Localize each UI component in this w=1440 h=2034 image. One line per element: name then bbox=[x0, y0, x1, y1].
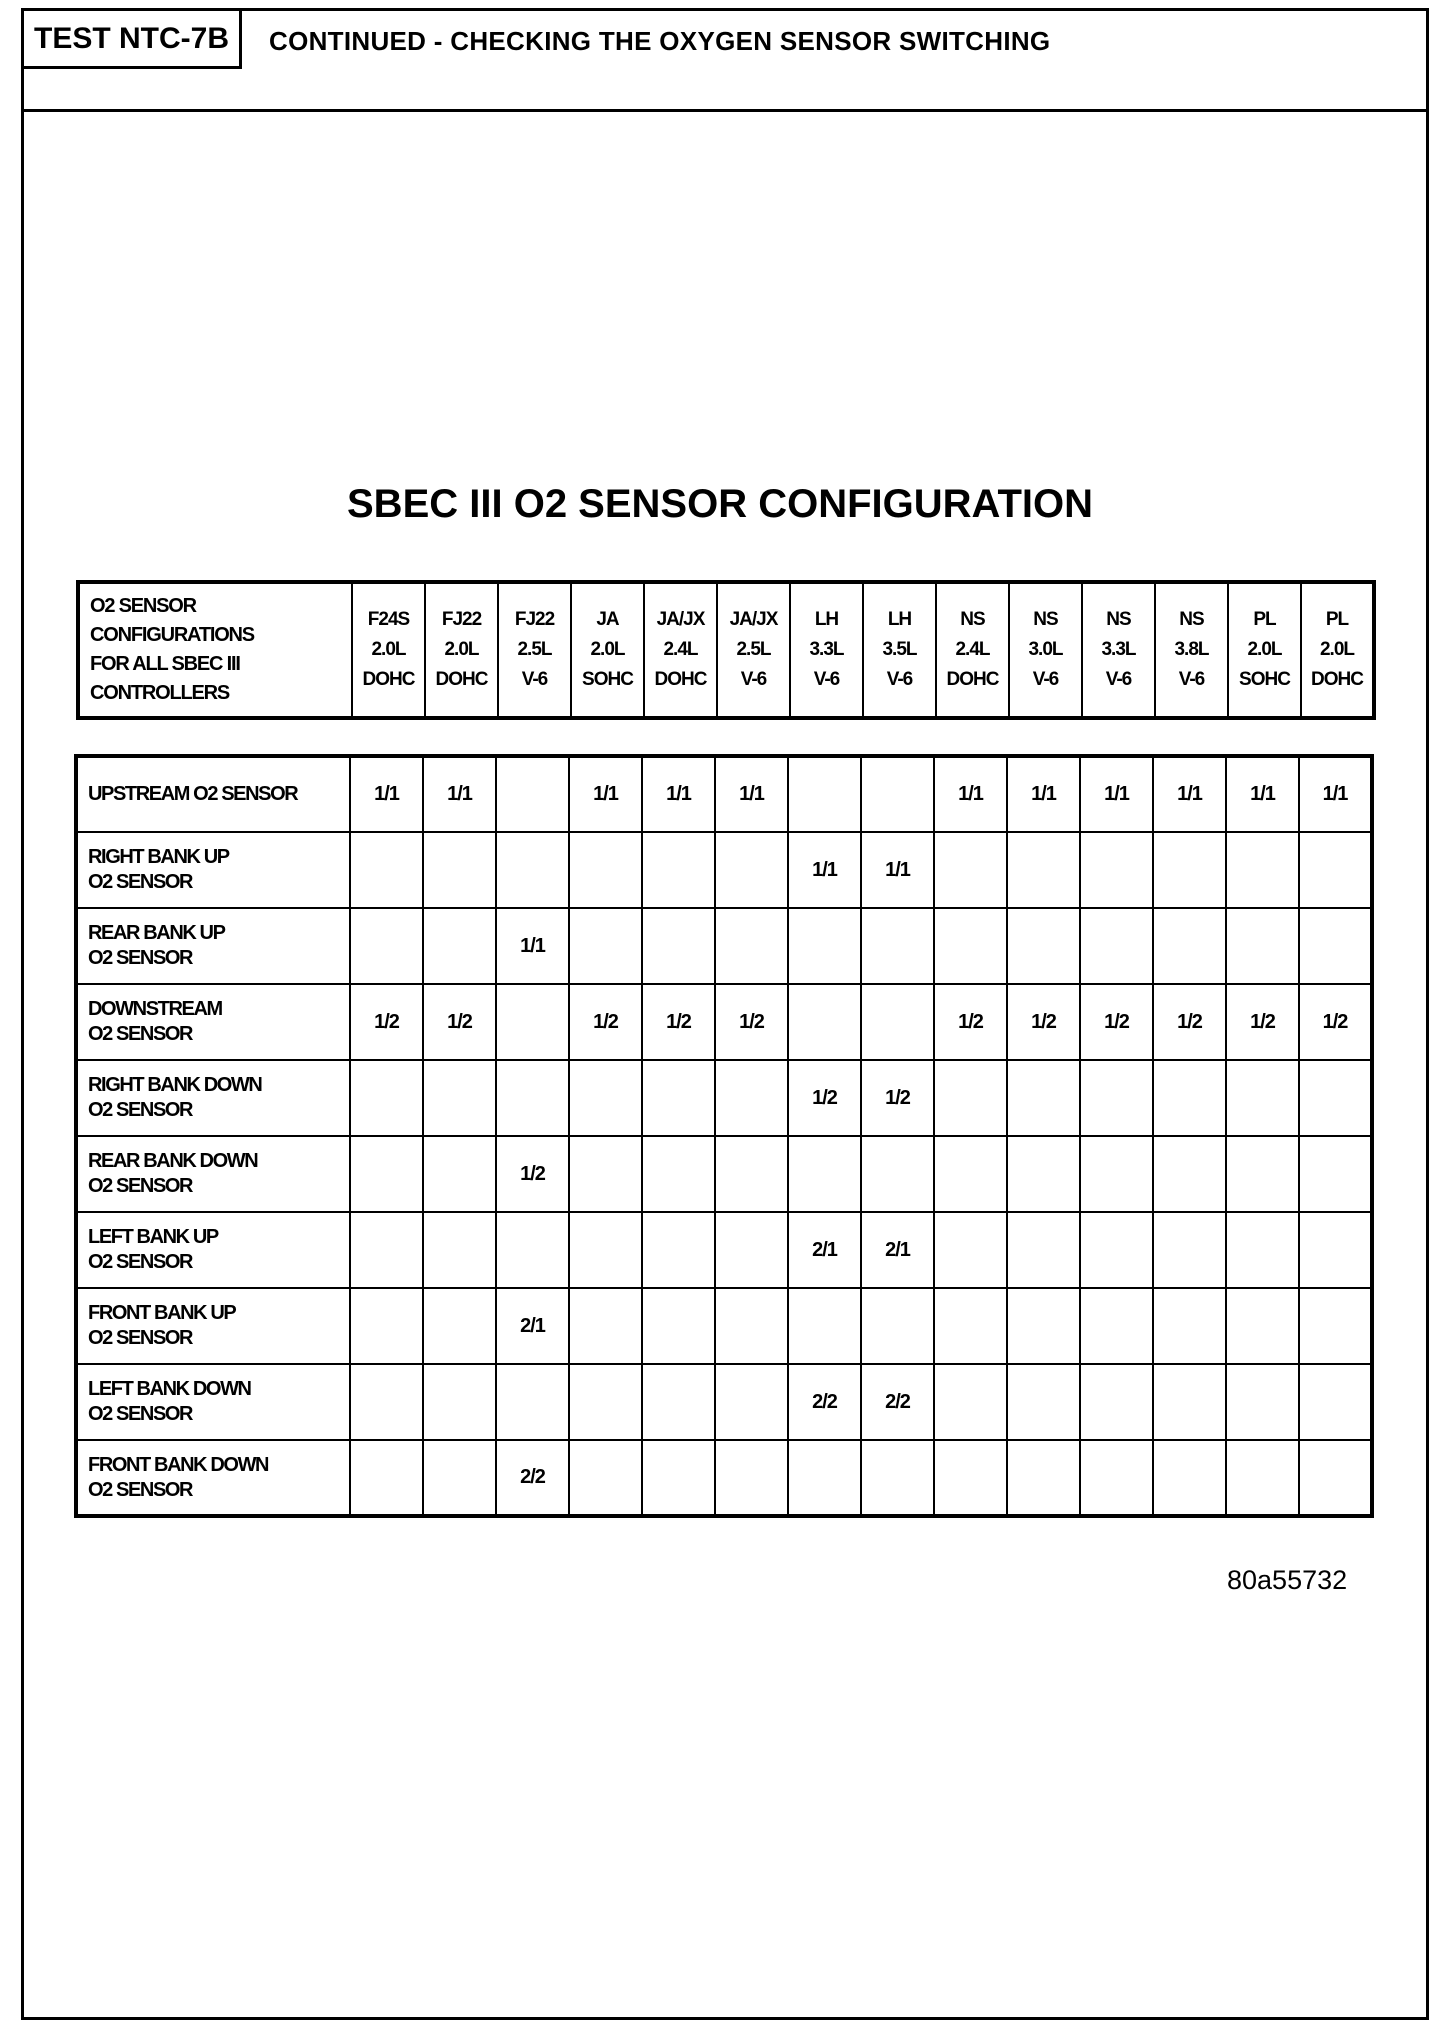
config-cell bbox=[569, 1288, 642, 1364]
config-cell bbox=[788, 1440, 861, 1516]
config-cell bbox=[423, 1212, 496, 1288]
vehicle-column-header bbox=[571, 582, 644, 718]
config-cell bbox=[1080, 1440, 1153, 1516]
config-cell bbox=[350, 1212, 423, 1288]
sensor-label-line: RIGHT BANK UP bbox=[88, 846, 229, 868]
sensor-label-line: O2 SENSOR bbox=[88, 1251, 193, 1273]
config-cell: 1/2 bbox=[1299, 984, 1372, 1060]
config-cell bbox=[934, 1288, 1007, 1364]
sensor-label-line: FRONT BANK DOWN bbox=[88, 1453, 269, 1476]
sensor-label-line: O2 SENSOR bbox=[88, 1023, 193, 1045]
vehicle-header-line: V-6 bbox=[813, 669, 840, 690]
config-cell: 1/1 bbox=[496, 908, 569, 984]
config-cell bbox=[861, 756, 934, 832]
vehicle-header-line: DOHC bbox=[435, 669, 488, 690]
vehicle-header-line: NS bbox=[1033, 609, 1058, 630]
config-cell bbox=[715, 1440, 788, 1516]
config-cell bbox=[934, 1060, 1007, 1136]
config-cell bbox=[423, 1440, 496, 1516]
config-cell bbox=[350, 832, 423, 908]
sensor-label-line: LEFT BANK DOWN bbox=[88, 1378, 251, 1400]
table-row bbox=[76, 1288, 1372, 1364]
config-cell bbox=[715, 908, 788, 984]
vehicle-header-line: NS bbox=[1106, 609, 1131, 630]
config-cell bbox=[1226, 1212, 1299, 1288]
config-cell bbox=[642, 1136, 715, 1212]
config-cell bbox=[1226, 1288, 1299, 1364]
vehicle-header-line: DOHC bbox=[946, 669, 999, 690]
sensor-label-line: RIGHT BANK DOWN bbox=[88, 1074, 262, 1096]
config-cell: 1/2 bbox=[350, 984, 423, 1060]
config-cell bbox=[1226, 1060, 1299, 1136]
config-cell bbox=[1299, 1364, 1372, 1440]
config-cell bbox=[1080, 832, 1153, 908]
sensor-label-cell bbox=[76, 984, 350, 1060]
vehicle-header-line: JA/JX bbox=[656, 609, 705, 630]
vehicle-header-line: V-6 bbox=[1178, 669, 1205, 690]
config-cell bbox=[1299, 908, 1372, 984]
config-cell: 1/2 bbox=[569, 984, 642, 1060]
config-cell bbox=[1007, 908, 1080, 984]
config-cell bbox=[1007, 1060, 1080, 1136]
config-cell: 1/1 bbox=[350, 756, 423, 832]
sensor-label-line: UPSTREAM O2 SENSOR bbox=[88, 783, 298, 805]
chart-title: SBEC III O2 SENSOR CONFIGURATION bbox=[347, 482, 1093, 526]
vehicle-header-line: 2.0L bbox=[444, 639, 479, 660]
vehicle-header-line: JA/JX bbox=[729, 609, 778, 630]
sensor-label-line: DOWNSTREAM bbox=[88, 998, 222, 1020]
config-cell bbox=[1153, 1060, 1226, 1136]
config-cell bbox=[1153, 1364, 1226, 1440]
config-cell: 1/1 bbox=[934, 756, 1007, 832]
config-cell bbox=[715, 1212, 788, 1288]
vehicle-header-line: V-6 bbox=[1032, 669, 1059, 690]
config-cell bbox=[569, 1136, 642, 1212]
table-row bbox=[76, 1440, 1372, 1516]
config-cell bbox=[1299, 1440, 1372, 1516]
config-cell bbox=[1080, 1136, 1153, 1212]
vehicle-column-header bbox=[936, 582, 1009, 718]
config-cell: 1/1 bbox=[1080, 756, 1153, 832]
column-header-row bbox=[78, 582, 1374, 718]
vehicle-header-line: 3.5L bbox=[882, 639, 917, 660]
vehicle-header-line: V-6 bbox=[886, 669, 913, 690]
config-cell bbox=[642, 1288, 715, 1364]
config-cell: 1/1 bbox=[642, 756, 715, 832]
config-cell bbox=[496, 1060, 569, 1136]
config-cell bbox=[569, 1364, 642, 1440]
config-cell bbox=[934, 1364, 1007, 1440]
vehicle-header-line: 2.0L bbox=[1247, 639, 1282, 660]
config-cell bbox=[569, 1212, 642, 1288]
config-cell bbox=[642, 1364, 715, 1440]
config-cell bbox=[496, 1364, 569, 1440]
config-cell: 1/1 bbox=[1153, 756, 1226, 832]
vehicle-header-line: 3.3L bbox=[1101, 639, 1136, 660]
sensor-label-cell bbox=[76, 1364, 350, 1440]
column-header-table bbox=[76, 580, 1376, 720]
test-id-box: TEST NTC-7B bbox=[24, 11, 242, 69]
config-cell bbox=[1226, 908, 1299, 984]
sensor-label-line: O2 SENSOR bbox=[88, 1175, 193, 1197]
config-cell bbox=[715, 832, 788, 908]
config-cell bbox=[1080, 1364, 1153, 1440]
header-title: CONTINUED - CHECKING THE OXYGEN SENSOR SWITCHING bbox=[269, 26, 1051, 56]
config-cell bbox=[496, 832, 569, 908]
config-cell bbox=[496, 984, 569, 1060]
vehicle-header-line: DOHC bbox=[1311, 669, 1363, 690]
config-cell bbox=[861, 1136, 934, 1212]
corner-label-line: CONFIGURATIONS bbox=[90, 624, 254, 646]
config-cell bbox=[1226, 832, 1299, 908]
config-cell bbox=[350, 908, 423, 984]
config-cell bbox=[1153, 1136, 1226, 1212]
config-cell: 1/2 bbox=[423, 984, 496, 1060]
table-row bbox=[76, 1212, 1372, 1288]
config-cell bbox=[642, 832, 715, 908]
vehicle-header-line: FJ22 bbox=[441, 609, 482, 630]
sensor-label-cell bbox=[76, 908, 350, 984]
sensor-label-line: O2 SENSOR bbox=[88, 1099, 193, 1121]
sensor-label-cell bbox=[76, 756, 350, 832]
vehicle-header-line: 2.5L bbox=[517, 639, 552, 660]
config-cell bbox=[1080, 1212, 1153, 1288]
corner-label-cell bbox=[78, 582, 352, 718]
vehicle-header-line: NS bbox=[960, 609, 985, 630]
config-cell: 1/2 bbox=[642, 984, 715, 1060]
vehicle-header-line: FJ22 bbox=[514, 609, 555, 630]
config-cell bbox=[496, 1212, 569, 1288]
config-cell bbox=[1007, 832, 1080, 908]
table-row bbox=[76, 1136, 1372, 1212]
sensor-label-cell bbox=[76, 1136, 350, 1212]
config-cell bbox=[934, 908, 1007, 984]
corner-label-line: FOR ALL SBEC III bbox=[90, 653, 240, 675]
vehicle-header-line: LH bbox=[887, 609, 912, 630]
config-cell bbox=[1007, 1136, 1080, 1212]
vehicle-column-header bbox=[1082, 582, 1155, 718]
config-cell bbox=[423, 908, 496, 984]
config-cell bbox=[642, 1212, 715, 1288]
config-cell: 2/1 bbox=[496, 1288, 569, 1364]
vehicle-header-line: 3.3L bbox=[809, 639, 844, 660]
config-cell bbox=[350, 1136, 423, 1212]
vehicle-header-line: PL bbox=[1325, 609, 1349, 630]
config-cell bbox=[642, 908, 715, 984]
config-cell bbox=[569, 908, 642, 984]
vehicle-header-line: V-6 bbox=[740, 669, 767, 690]
config-cell: 1/1 bbox=[1299, 756, 1372, 832]
sensor-label-line: LEFT BANK UP bbox=[88, 1226, 218, 1248]
sensor-label-line: O2 SENSOR bbox=[88, 1327, 193, 1349]
sensor-label-line: O2 SENSOR bbox=[88, 871, 193, 893]
config-cell bbox=[934, 1440, 1007, 1516]
config-cell bbox=[1299, 1060, 1372, 1136]
config-cell bbox=[642, 1060, 715, 1136]
config-cell bbox=[569, 832, 642, 908]
config-cell bbox=[423, 1288, 496, 1364]
vehicle-column-header bbox=[790, 582, 863, 718]
vehicle-column-header bbox=[644, 582, 717, 718]
table-row bbox=[76, 832, 1372, 908]
vehicle-column-header bbox=[425, 582, 498, 718]
config-cell bbox=[350, 1364, 423, 1440]
config-cell: 1/2 bbox=[1007, 984, 1080, 1060]
config-cell: 1/2 bbox=[1226, 984, 1299, 1060]
sensor-label-line: REAR BANK DOWN bbox=[88, 1150, 258, 1172]
vehicle-header-line: 2.4L bbox=[955, 639, 990, 660]
sensor-label-cell bbox=[76, 1288, 350, 1364]
config-cell bbox=[1080, 1060, 1153, 1136]
config-cell bbox=[1007, 1364, 1080, 1440]
config-cell bbox=[1153, 1212, 1226, 1288]
config-cell bbox=[1299, 1212, 1372, 1288]
vehicle-header-line: SOHC bbox=[582, 669, 633, 690]
config-cell: 1/1 bbox=[569, 756, 642, 832]
vehicle-column-header bbox=[1155, 582, 1228, 718]
config-cell bbox=[350, 1440, 423, 1516]
config-cell bbox=[788, 908, 861, 984]
table-row bbox=[76, 1364, 1372, 1440]
config-cell bbox=[788, 756, 861, 832]
config-cell bbox=[1153, 832, 1226, 908]
vehicle-header-line: JA bbox=[596, 609, 619, 630]
config-cell bbox=[715, 1364, 788, 1440]
vehicle-header-line: 3.8L bbox=[1174, 639, 1209, 660]
config-cell bbox=[788, 1288, 861, 1364]
corner-label-line: O2 SENSOR bbox=[90, 595, 196, 617]
vehicle-column-header bbox=[1228, 582, 1301, 718]
vehicle-header-line: 2.0L bbox=[1319, 639, 1355, 660]
config-cell bbox=[1007, 1440, 1080, 1516]
vehicle-header-line: LH bbox=[814, 609, 839, 630]
header-band bbox=[24, 11, 1426, 112]
config-cell bbox=[1080, 1288, 1153, 1364]
config-cell bbox=[715, 1060, 788, 1136]
config-cell bbox=[788, 984, 861, 1060]
config-cell bbox=[569, 1060, 642, 1136]
vehicle-column-header bbox=[352, 582, 425, 718]
config-cell bbox=[1153, 1288, 1226, 1364]
config-cell: 1/1 bbox=[1007, 756, 1080, 832]
vehicle-header-line: DOHC bbox=[362, 669, 415, 690]
vehicle-header-line: SOHC bbox=[1239, 669, 1290, 690]
sensor-label-line: REAR BANK UP bbox=[88, 922, 225, 944]
sensor-label-line: O2 SENSOR bbox=[88, 1478, 193, 1501]
config-cell bbox=[423, 1364, 496, 1440]
config-cell bbox=[569, 1440, 642, 1516]
config-cell: 1/2 bbox=[1080, 984, 1153, 1060]
sensor-label-line: O2 SENSOR bbox=[88, 947, 193, 969]
config-cell: 2/1 bbox=[788, 1212, 861, 1288]
vehicle-header-line: V-6 bbox=[521, 669, 548, 690]
config-cell: 1/2 bbox=[496, 1136, 569, 1212]
vehicle-header-line: NS bbox=[1179, 609, 1204, 630]
config-cell bbox=[861, 1440, 934, 1516]
config-cell bbox=[861, 984, 934, 1060]
vehicle-header-line: 2.0L bbox=[590, 639, 625, 660]
vehicle-column-header bbox=[1009, 582, 1082, 718]
config-cell bbox=[1226, 1364, 1299, 1440]
config-cell bbox=[1226, 1440, 1299, 1516]
config-cell bbox=[1299, 1136, 1372, 1212]
config-cell bbox=[1007, 1288, 1080, 1364]
vehicle-column-header bbox=[863, 582, 936, 718]
sensor-label-line: O2 SENSOR bbox=[88, 1403, 193, 1425]
config-cell bbox=[642, 1440, 715, 1516]
table-row bbox=[76, 756, 1372, 832]
config-cell bbox=[1153, 908, 1226, 984]
config-cell: 1/2 bbox=[934, 984, 1007, 1060]
config-cell: 1/1 bbox=[788, 832, 861, 908]
sensor-label-cell bbox=[76, 832, 350, 908]
table-row bbox=[76, 1060, 1372, 1136]
vehicle-header-line: 2.5L bbox=[736, 639, 771, 660]
config-cell bbox=[423, 832, 496, 908]
vehicle-header-line: 3.0L bbox=[1028, 639, 1063, 660]
config-cell bbox=[350, 1060, 423, 1136]
config-cell bbox=[934, 832, 1007, 908]
config-cell: 2/2 bbox=[861, 1364, 934, 1440]
config-cell bbox=[861, 908, 934, 984]
config-cell bbox=[1080, 908, 1153, 984]
sensor-config-table bbox=[74, 754, 1374, 1518]
config-cell: 2/2 bbox=[788, 1364, 861, 1440]
config-cell bbox=[1226, 1136, 1299, 1212]
config-cell bbox=[496, 756, 569, 832]
config-cell bbox=[861, 1288, 934, 1364]
config-cell bbox=[350, 1288, 423, 1364]
config-cell bbox=[934, 1212, 1007, 1288]
vehicle-column-header bbox=[498, 582, 571, 718]
config-cell bbox=[788, 1136, 861, 1212]
config-cell: 1/1 bbox=[861, 832, 934, 908]
sensor-label-cell bbox=[76, 1060, 350, 1136]
config-cell: 2/2 bbox=[496, 1440, 569, 1516]
config-cell: 1/1 bbox=[1226, 756, 1299, 832]
config-cell bbox=[1299, 832, 1372, 908]
config-cell: 1/1 bbox=[423, 756, 496, 832]
figure-reference: 80a55732 bbox=[1227, 1565, 1348, 1595]
vehicle-header-line: 2.4L bbox=[663, 639, 698, 660]
config-cell bbox=[715, 1288, 788, 1364]
config-cell: 2/1 bbox=[861, 1212, 934, 1288]
vehicle-header-line: 2.0L bbox=[371, 639, 406, 660]
vehicle-header-line: F24S bbox=[367, 609, 410, 630]
vehicle-header-line: DOHC bbox=[654, 669, 707, 690]
table-row bbox=[76, 984, 1372, 1060]
vehicle-column-header bbox=[717, 582, 790, 718]
config-cell: 1/2 bbox=[788, 1060, 861, 1136]
config-cell bbox=[423, 1060, 496, 1136]
config-cell: 1/1 bbox=[715, 756, 788, 832]
sensor-label-line: FRONT BANK UP bbox=[88, 1302, 236, 1324]
config-cell bbox=[1153, 1440, 1226, 1516]
config-cell bbox=[1007, 1212, 1080, 1288]
config-cell: 1/2 bbox=[1153, 984, 1226, 1060]
vehicle-header-line: PL bbox=[1253, 609, 1276, 630]
sensor-label-cell bbox=[76, 1212, 350, 1288]
config-cell bbox=[1299, 1288, 1372, 1364]
sensor-label-cell bbox=[76, 1440, 350, 1516]
config-cell bbox=[934, 1136, 1007, 1212]
vehicle-column-header bbox=[1301, 582, 1374, 718]
config-cell bbox=[715, 1136, 788, 1212]
config-cell bbox=[423, 1136, 496, 1212]
table-row bbox=[76, 908, 1372, 984]
config-cell: 1/2 bbox=[861, 1060, 934, 1136]
vehicle-header-line: V-6 bbox=[1105, 669, 1132, 690]
corner-label-line: CONTROLLERS bbox=[90, 682, 230, 704]
config-cell: 1/2 bbox=[715, 984, 788, 1060]
